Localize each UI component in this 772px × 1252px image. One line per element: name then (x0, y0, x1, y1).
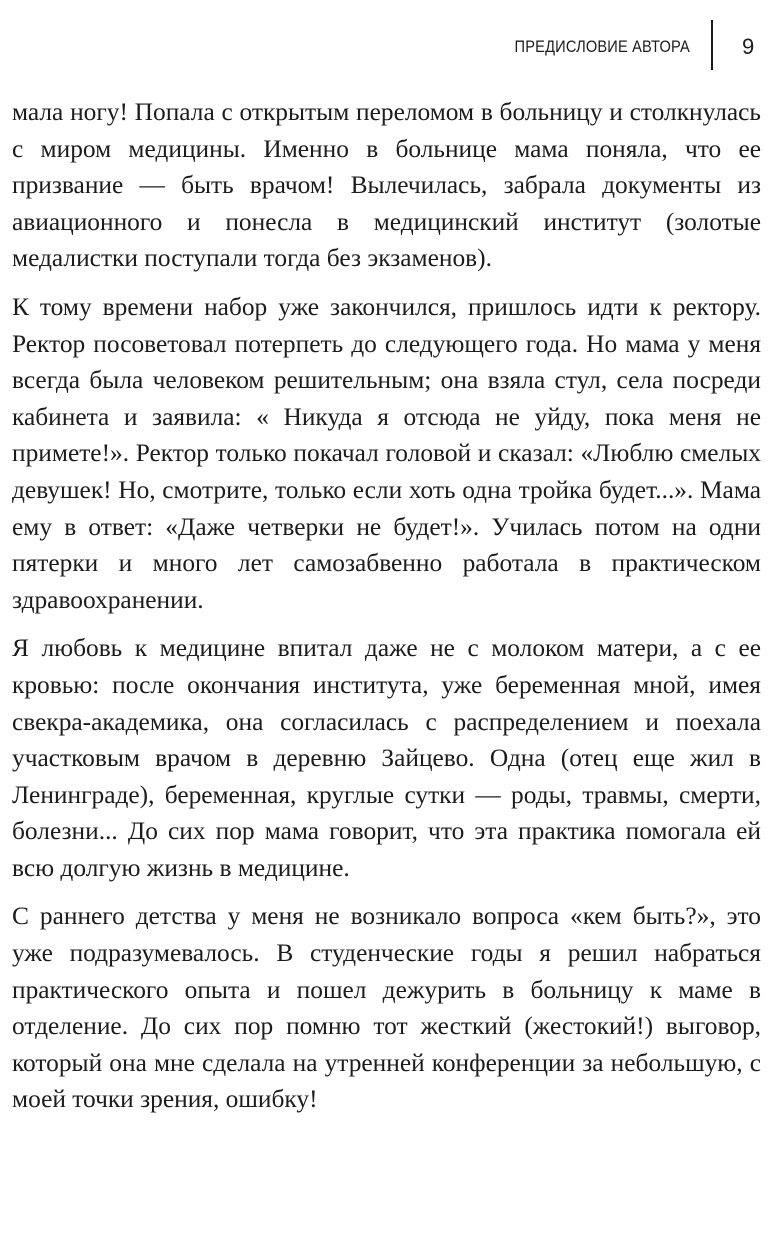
paragraph-1: мала ногу! Попала с открытым переломом в больницу и столкнулась с миром медицины. Именно в больнице мама поняла, что ее призвание — быть врачом! Вылечилась, забрала документы из авиационного и понесла в медицинский институт (золотые медалистки поступали тогда без экзаменов). (12, 98, 761, 273)
header-divider (711, 20, 713, 70)
running-head (0, 34, 772, 74)
section-title: ПРЕДИСЛОВИЕ АВТОРА (514, 37, 690, 56)
body-text (12, 94, 761, 1118)
paragraph-2: К тому времени набор уже закончился, пришлось идти к ректору. Ректор посоветовал потерпеть до следующего года. Но мама у меня всегда была человеком решительным; она взяла стул, села посреди кабинета и заявила: « Никуда я отсюда не уйду, пока меня не примете!». Ректор только покачал головой и сказал: «Люблю смелых девушек! Но, смотрите, только если хоть одна тройка будет...». Мама ему в ответ: «Даже четверки не будет!». Училась потом на одни пятерки и много лет самозабвенно работала в практическом здравоохранении. (12, 292, 761, 614)
page-number: 9 (742, 34, 755, 59)
paragraph-3: Я любовь к медицине впитал даже не с молоком матери, а с ее кровью: после окончания института, уже беременная мной, имея свекра-академика, она согласилась с распределением и поехала участковым врачом в деревню Зайцево. Одна (отец еще жил в Ленинграде), беременная, круглые сутки — роды, травмы, смерти, болезни... До сих пор мама говорит, что эта практика помогала ей всю долгую жизнь в медицине. (12, 634, 761, 882)
paragraph-4: С раннего детства у меня не возникало вопроса «кем быть?», это уже подразумевалось. В студенческие годы я решил набраться практического опыта и пошел дежурить в больницу к маме в отделение. До сих пор помню тот жесткий (жестокий!) выговор, который она мне сделала на утренней конференции за небольшую, с моей точки зрения, ошибку! (12, 902, 761, 1114)
